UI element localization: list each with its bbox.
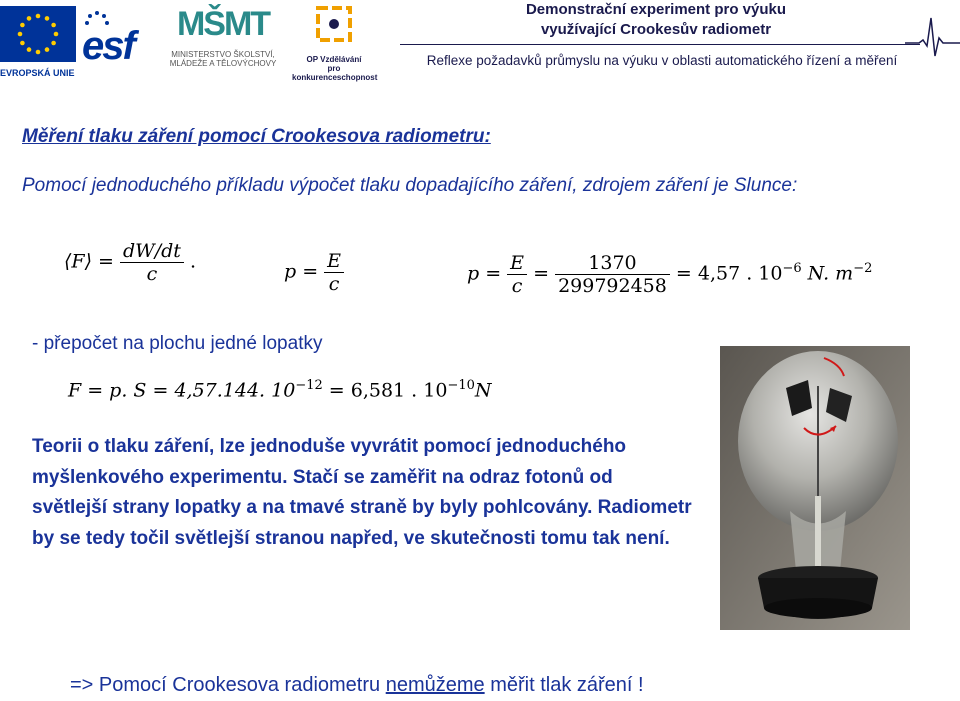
equation-pressure-value (467, 252, 872, 297)
msmt-label: MŠMT (176, 5, 270, 43)
explanation-paragraph: Teorii o tlaku záření, lze jednoduše vyvrátit pomocí jednoduchého myšlenkového experimentu. Stačí se zaměřit na odraz fotonů od světlejší strany lopatky a na tmavé straně by byly pohlcovány. Radiometr by se tedy točil světlejší stranou napřed, ve skutečnosti tomu tak není. (32, 436, 692, 549)
eq2-denominator: c (324, 272, 344, 295)
eq4-unit: N (474, 379, 492, 402)
eq3-numerator-2: 1370 (588, 252, 637, 274)
eq1-tail: . (189, 250, 196, 273)
esf-logo (80, 8, 150, 70)
op-line-2: pro konkurenceschopnost (292, 64, 378, 82)
recalc-text: - přepočet na plochu jedné lopatky (32, 333, 323, 354)
eq3-exponent: −6 (782, 261, 802, 277)
eq4-text: F = p. S = 4,57.144. 10 (68, 379, 296, 402)
equation-pressure-definition (284, 250, 344, 295)
project-title (452, 0, 860, 40)
conclusion-emphasis: nemůžeme (385, 674, 485, 696)
eq3-fraction-2 (555, 252, 670, 297)
conclusion-post: měřit tlak záření ! (484, 674, 644, 696)
eq3-fraction-1 (507, 252, 527, 297)
msmt-logo (156, 4, 290, 74)
signal-pulse-icon (905, 10, 960, 60)
msmt-caption-2: MLÁDEŽE A TĚLOVÝCHOVY (169, 59, 277, 68)
header-divider (400, 44, 920, 45)
eq3-rhs: = 4,57 . 10 (675, 262, 783, 285)
eq2-lhs: p = (284, 260, 319, 283)
msmt-caption-1: MINISTERSTVO ŠKOLSTVÍ, (171, 50, 275, 59)
esf-label: esf (82, 24, 134, 68)
equation-force-on-vane (68, 378, 492, 401)
eq2-fraction (324, 250, 344, 295)
op-vk-logo (292, 4, 378, 82)
eu-label: EVROPSKÁ UNIE (0, 68, 75, 78)
project-title-line-2: využívající Crookesův radiometr (540, 21, 772, 38)
eq3-unit-exponent: −2 (853, 261, 873, 277)
eq2-numerator: E (327, 250, 342, 272)
eq1-denominator: c (120, 262, 184, 285)
eq3-unit: N. m (801, 262, 854, 285)
eq1-fraction (120, 240, 184, 285)
eq4-exponent-2: −10 (447, 378, 475, 393)
eq1-lhs: ⟨F⟩ = (64, 250, 114, 273)
intro-text: Pomocí jednoduchého příkladu výpočet tlaku dopadajícího záření, zdrojem záření je Slunce: (22, 175, 798, 196)
eq3-denominator-1: c (507, 274, 527, 297)
project-subtitle: Reflexe požadavků průmyslu na výuku v oblasti automatického řízení a měření (426, 53, 898, 68)
eq3-numerator-1: E (510, 252, 525, 274)
conclusion-text (70, 674, 644, 697)
eu-flag-logo (0, 6, 76, 78)
eq3-denominator-2: 299792458 (555, 274, 670, 297)
conclusion-pre: => Pomocí Crookesova radiometru (70, 674, 386, 696)
eq3-equals: = (533, 262, 550, 285)
equation-average-force (64, 240, 196, 285)
slide-heading: Měření tlaku záření pomocí Crookesova radiometru: (22, 126, 491, 147)
project-title-line-1: Demonstrační experiment pro výuku (525, 1, 787, 18)
eq3-lhs: p = (467, 262, 502, 285)
op-line-1: OP Vzdělávání (306, 55, 362, 64)
eq4-mid: = 6,581 . 10 (322, 379, 448, 402)
radiometer-photo (720, 346, 910, 630)
eq1-numerator: dW/dt (123, 240, 181, 262)
eq4-exponent-1: −12 (295, 378, 323, 393)
